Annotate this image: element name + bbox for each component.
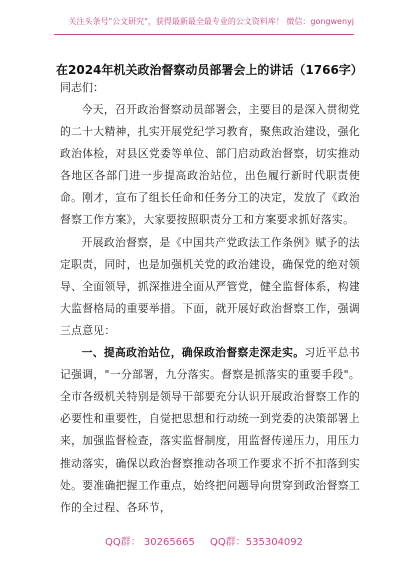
footer-qq-group-2: QQ群：535304092	[210, 537, 304, 548]
section-heading-1: 一、提高政治站位，确保政治督察走深走实。	[81, 346, 305, 360]
document-body	[60, 99, 360, 519]
footer-qq-group-1: QQ群： 30265665	[104, 537, 195, 548]
header-banner: 关注头条号"公文研究"，获得最新最全最专业的公文资料库！ 微信：gongwenyj	[68, 17, 354, 26]
paragraph-2: 开展政治督察，是《中国共产党政法工作条例》赋予的法定职责，同时，也是加强机关党的政治建设，确保党的绝对领导、全面领导，抓深推进全面从严管党，健全监督体系，构建大监督格局的重要举措。下面，就开展好政治督察工作，强调三点意见：	[60, 235, 360, 337]
paragraph-3-text: 习近平总书记强调，"一分部署，九分落实。督察是抓落实的重要手段"。全市各级机关特别是领导干部要充分认识开展政治督察工作的必要性和重要性，自觉把思想和行动统一到党委的决策部署上来，加强监督检查，落实监督制度，用监督传递压力，用压力推动落实，确保以政治督察推动各项工作要求不折不扣落到实处。要准确把握工作重点，始终把问题导向贯穿到政治督察工作的全过程、各环节，	[60, 346, 361, 514]
paragraph-1: 今天，召开政治督察动员部署会，主要目的是深入贯彻党的二十大精神，扎实开展党纪学习教育，聚焦政治建设，强化政治体检，对县区党委等单位、部门启动政治督察，切实推动各地区各部门进一步提高政治站位，出色履行新时代职责使命。刚才，宣布了组长任命和任务分工的决定，发放了《政治督察工作方案》，大家要按照职责分工和方案要求抓好落实。	[60, 103, 360, 227]
document-title: 在2024年机关政治督察动员部署会上的讲话（1766字）	[56, 63, 363, 77]
footer	[0, 533, 408, 548]
salutation: 同志们：	[60, 81, 104, 94]
paragraph-3	[60, 342, 360, 519]
header-divider	[54, 34, 354, 35]
